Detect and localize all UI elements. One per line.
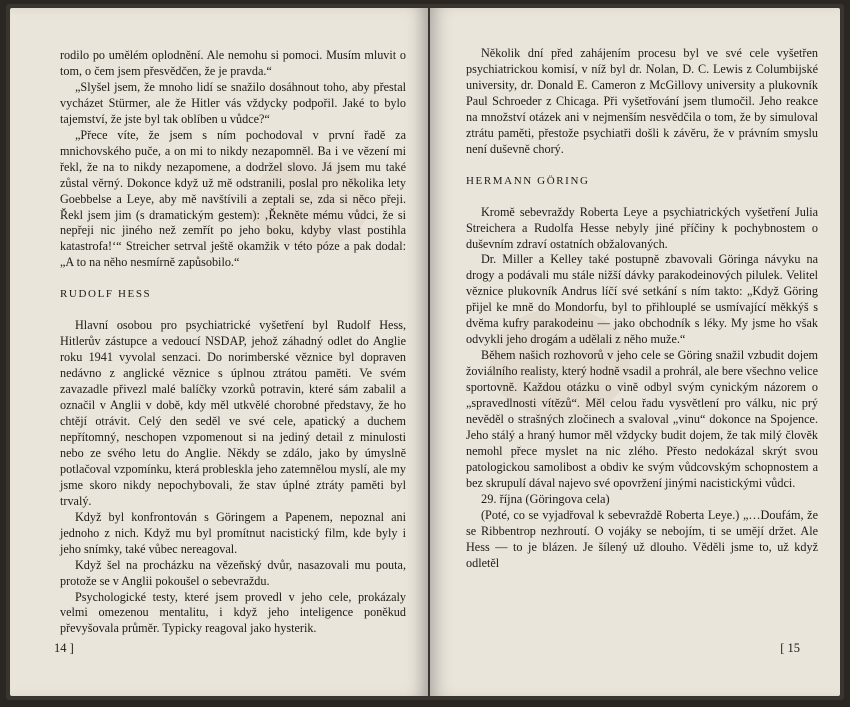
paragraph: Kromě sebevraždy Roberta Leye a psychiatrických vyšetření Julia Streichera a Rudolfa Hesse nebyly jiné příčiny k pochybnostem o duševním zdraví ostatních obžalovaných. [466,204,818,251]
paragraph: „Slyšel jsem, že mnoho lidí se snažilo dosáhnout toho, aby přestal vycházet Stürmer, ale že Hitler vás vždycky podpořil. Jaké to bylo tajemství, že jste byl tak oblíben u vůdce?“ [60,79,406,126]
section-heading: HERMANN GÖRING [466,174,590,187]
paragraph: (Poté, co se vyjadřoval k sebevraždě Roberta Leye.) „…Doufám, že se Ribbentrop nezhroutí. O vojáky se nebojím, ti se umějí držet. Ale Hess — to je blázen. Je šílený už dlouho. Věděli jsme to, už když odletěl [466,507,818,570]
right-page-text [466,46,818,572]
open-book [6,4,844,700]
date-heading: 29. října (Göringova cela) [481,491,610,506]
left-page-text [60,48,406,637]
paragraph: Hlavní osobou pro psychiatrické vyšetření byl Rudolf Hess, Hitlerův zástupce a vedoucí NSDAP, jehož záhadný odlet do Anglie roku 1941 vyvolal senzaci. Do norimberské věznice byl dopraven nedávno z anglické věznice s úplnou ztrátou paměti. Ve svém zavazadle přivezl malé balíčky vzorků potravin, které sám zabalil a označil v Anglii v době, kdy měl utkvělé chorobné představy, že ho chtějí otrávit. Celý den seděl ve své cele, apatický a duchem nepřítomný, neschopen vzpomenout si na jediný detail z minulosti nebo ze svého letu do Anglie. Někdy se zdálo, jako by úmyslně potlačoval vzpomínku, která probleskla jeho zatemnělou myslí, ale my jsme skoro nikdy nepochybovali, že stav úplné ztráty paměti byl trvalý. [60,318,406,508]
page-number-left: 14 ] [54,641,74,655]
left-page [10,8,428,696]
paragraph: Několik dní před zahájením procesu byl ve své cele vyšetřen psychiatrickou komisí, v níž byl dr. Nolan, D. C. Lewis z Columbijské university, dr. Donald E. Cameron z McGillovy university a plukovník Paul Schroeder z Chicaga. Při vyšetřování jsem tlumočil. Jeho reakce na množství otázek ani v nejmenším nesvědčila o tom, že by simuloval ztrátu paměti, přestože psychiatři došli k závěru, že v právním smyslu není duševně chorý. [466,46,818,156]
section-heading: RUDOLF HESS [60,288,152,301]
paragraph: Dr. Miller a Kelley také postupně zbavovali Göringa návyku na drogy a podávali mu stále nižší dávky parakodeinových pilulek. Velitel věznice plukovník Andrus líčí své setkání s ním takto: „Když Göring přijel ke mně do Mondorfu, byl to přihlouplé se usmívající měkkýš s dvěma kufry parakodeinu — jako obchodník s léky. My jsme ho však odvykli jeho drogám a udělali z něho muže.“ [466,252,818,347]
paragraph: Když byl konfrontován s Göringem a Papenem, nepoznal ani jednoho z nich. Když mu byl promítnut nacistický film, kde byly i jeho snímky, také vůbec nereagoval. [60,509,406,556]
paragraph: Psychologické testy, které jsem provedl v jeho cele, prokázaly velmi omezenou mentalitu, i když jeho inteligence poněkud převyšovala průměr. Typicky reagoval jako hysterik. [60,589,406,636]
paragraph: rodilo po umělém oplodnění. Ale nemohu si pomoci. Musím mluvit o tom, o čem jsem přesvědčen, že je pravda.“ [60,48,406,78]
right-page [430,8,840,696]
paragraph: Když šel na procházku na vězeňský dvůr, nasazovali mu pouta, protože se v Anglii pokoušel o sebevraždu. [60,557,406,588]
paragraph: „Přece víte, že jsem s ním pochodoval v první řadě za mnichovského puče, a on mi to nikdy nezapomněl. Ba i ve vězení mi řekl, že na to nikdy nezapomene, a dodržel slovo. Já jsem mu také zůstal věrný. Dokonce když už mě odstranili, poslal pro několika lety Goebbelse a Leye, aby mě navštívili a zeptali se, zda si něco přeji. Řekl jsem jim (s dramatickým gestem): ‚Řekněte mému vůdci, že si nepřeji nic jiného než zemřít po jeho boku, kdyby vlast postihla katastrofa!‘“ Streicher setrval ještě okamžik v této póze a pak dodal: „A to na něho nesmírně zapůsobilo.“ [60,127,406,270]
page-number-right: [ 15 [780,641,800,655]
paragraph: Během našich rozhovorů v jeho cele se Göring snažil vzbudit dojem žoviálního realisty, který hodně vsadil a prohrál, ale bere všechno velice sportovně. Každou otázku o vině odbyl svým cynickým názorem o „spravedlnosti vítězů“. Měl celou řadu vysvětlení pro válku, nic prý nevěděl o strašných zločinech a svaloval „vinu“ dokonce na Spojence. Jeho stálý a hraný humor měl vždycky budit dojem, že tak milý člověk nemohl přece myslet na nic zlého. Přesto nedokázal skrýt svou patologickou samolibost a obdiv ke svým vůdcovským schopnostem a bez skrupulí dával najevo své opovržení jinými nacistickými vůdci. [466,348,818,490]
